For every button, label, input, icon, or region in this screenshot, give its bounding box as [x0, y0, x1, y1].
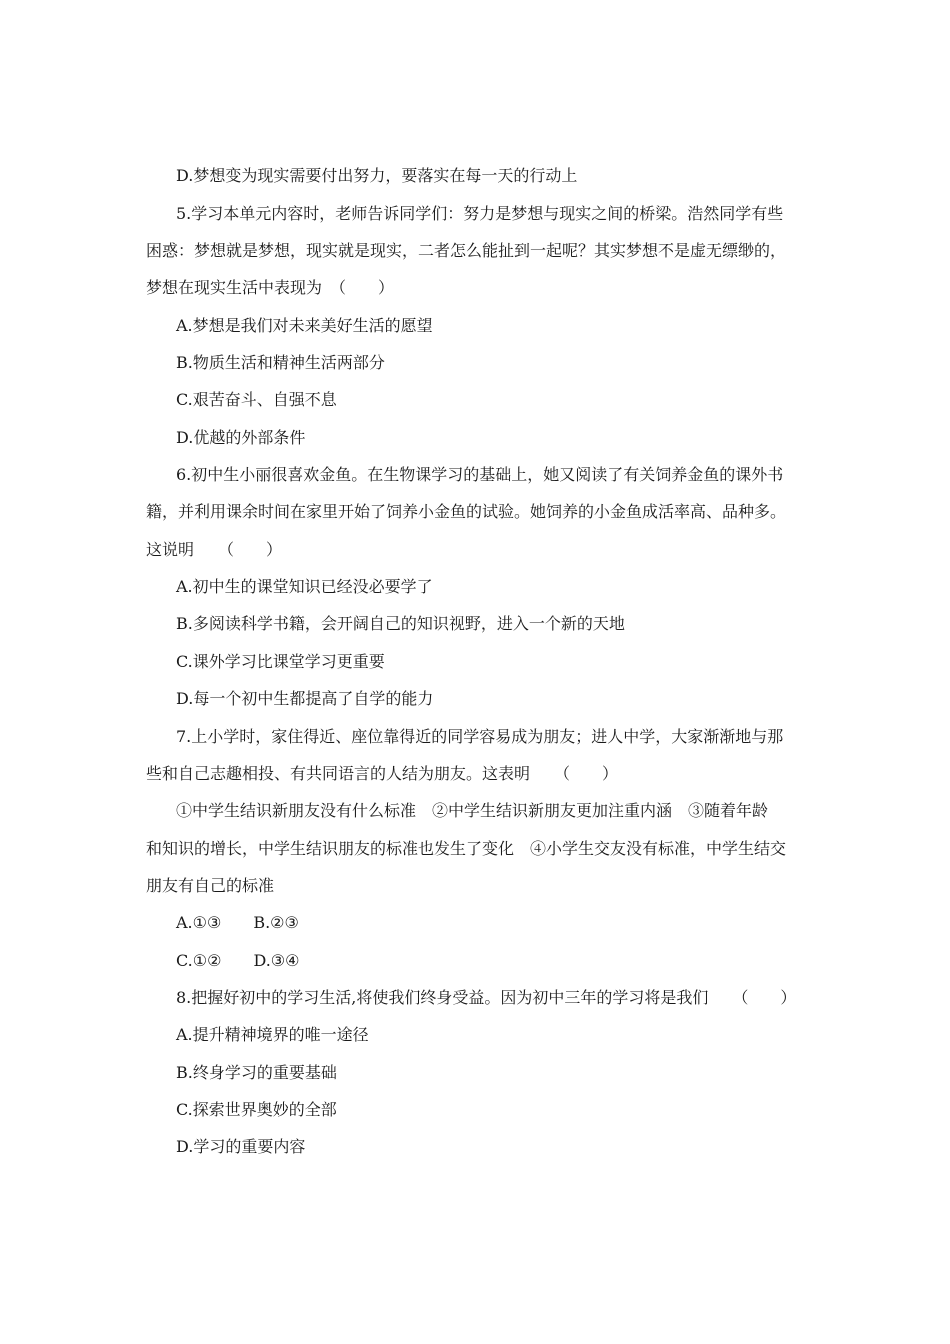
- q6-option-a: A.初中生的课堂知识已经没必要学了: [176, 577, 433, 596]
- q8-option-a: A.提升精神境界的唯一途径: [176, 1025, 369, 1044]
- q7-option-cd: C.①② D.③④: [176, 951, 300, 970]
- q8-option-b: B.终身学习的重要基础: [176, 1063, 337, 1082]
- q7-statements-line-1: ①中学生结识新朋友没有什么标准 ②中学生结识新朋友更加注重内涵 ③随着年龄: [176, 801, 769, 820]
- q5-option-b: B.物质生活和精神生活两部分: [176, 353, 385, 372]
- q5-option-d: D.优越的外部条件: [176, 428, 306, 447]
- q7-stem-line-2: 些和自己志趣相投、有共同语言的人结为朋友。这表明 （ ）: [146, 764, 619, 783]
- q8-option-d: D.学习的重要内容: [176, 1137, 306, 1156]
- q6-stem-line-1: 6.初中生小丽很喜欢金鱼。在生物课学习的基础上，她又阅读了有关饲养金鱼的课外书: [176, 465, 784, 484]
- q6-stem-line-3: 这说明 （ ）: [146, 540, 283, 559]
- q7-option-ab: A.①③ B.②③: [176, 913, 299, 932]
- q5-option-c: C.艰苦奋斗、自强不息: [176, 390, 337, 409]
- q4-option-d: D.梦想变为现实需要付出努力，要落实在每一天的行动上: [176, 166, 578, 185]
- q5-stem-line-1: 5.学习本单元内容时，老师告诉同学们：努力是梦想与现实之间的桥梁。浩然同学有些: [176, 204, 784, 223]
- q7-statements-line-3: 朋友有自己的标准: [146, 876, 275, 895]
- q8-option-c: C.探索世界奥妙的全部: [176, 1100, 337, 1119]
- q6-option-c: C.课外学习比课堂学习更重要: [176, 652, 385, 671]
- q6-option-b: B.多阅读科学书籍，会开阔自己的知识视野，进入一个新的天地: [176, 614, 625, 633]
- q6-stem-line-2: 籍，并利用课余时间在家里开始了饲养小金鱼的试验。她饲养的小金鱼成活率高、品种多。: [146, 502, 787, 521]
- q5-stem-line-3: 梦想在现实生活中表现为 （ ）: [146, 278, 395, 297]
- q6-option-d: D.每一个初中生都提高了自学的能力: [176, 689, 434, 708]
- q7-statements-line-2: 和知识的增长，中学生结识朋友的标准也发生了变化 ④小学生交友没有标准，中学生结交: [146, 839, 787, 858]
- q8-stem: 8.把握好初中的学习生活,将使我们终身受益。因为初中三年的学习将是我们 （ ）: [176, 988, 797, 1007]
- q5-stem-line-2: 困惑：梦想就是梦想，现实就是现实，二者怎么能扯到一起呢？其实梦想不是虚无缥缈的，: [146, 241, 787, 260]
- q7-stem-line-1: 7.上小学时，家住得近、座位靠得近的同学容易成为朋友；进人中学，大家渐渐地与那: [176, 727, 784, 746]
- q5-option-a: A.梦想是我们对未来美好生活的愿望: [176, 316, 433, 335]
